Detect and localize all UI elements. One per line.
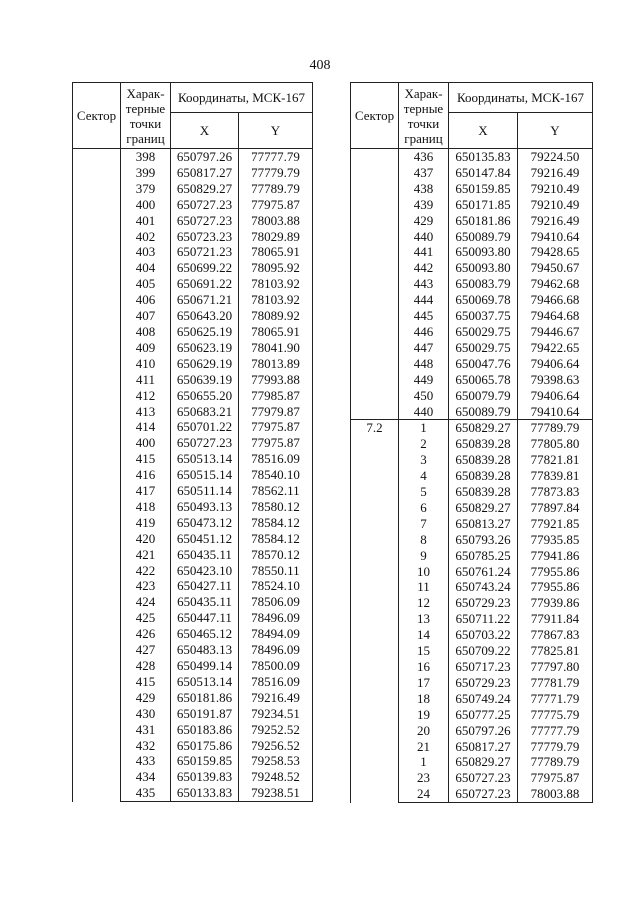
x-cell: 650183.86 (171, 722, 239, 738)
y-cell: 78065.91 (239, 244, 313, 260)
x-cell: 650829.27 (449, 500, 518, 516)
x-cell: 650785.25 (449, 548, 518, 564)
point-cell: 8 (399, 532, 449, 548)
y-cell: 77781.79 (518, 675, 593, 691)
x-cell: 650159.85 (449, 181, 518, 197)
table-row (73, 149, 313, 165)
point-cell: 440 (399, 404, 449, 420)
x-cell: 650089.79 (449, 229, 518, 245)
x-cell: 650829.27 (449, 420, 518, 436)
point-cell: 441 (399, 244, 449, 260)
point-cell: 6 (399, 500, 449, 516)
y-cell: 79210.49 (518, 197, 593, 213)
point-cell: 429 (399, 213, 449, 229)
point-cell: 399 (121, 165, 171, 181)
coordinates-table-right (350, 82, 593, 803)
y-cell: 77825.81 (518, 643, 593, 659)
x-cell: 650171.85 (449, 197, 518, 213)
y-cell: 78540.10 (239, 467, 313, 483)
y-cell: 78550.11 (239, 563, 313, 579)
y-cell: 79216.49 (518, 213, 593, 229)
x-cell: 650191.87 (171, 706, 239, 722)
header-sector: Сектор (73, 83, 121, 149)
y-cell: 78524.10 (239, 578, 313, 594)
y-cell: 78496.09 (239, 642, 313, 658)
y-cell: 77821.81 (518, 452, 593, 468)
header-sector: Сектор (351, 83, 399, 149)
point-cell: 18 (399, 691, 449, 707)
y-cell: 78103.92 (239, 276, 313, 292)
page-number: 408 (309, 58, 331, 73)
point-cell: 379 (121, 181, 171, 197)
point-cell: 12 (399, 595, 449, 611)
y-cell: 77797.80 (518, 659, 593, 675)
point-cell: 20 (399, 723, 449, 739)
point-cell: 423 (121, 578, 171, 594)
point-cell: 17 (399, 675, 449, 691)
point-cell: 403 (121, 244, 171, 260)
point-cell: 432 (121, 738, 171, 754)
point-cell: 411 (121, 372, 171, 388)
y-cell: 79406.64 (518, 388, 593, 404)
y-cell: 77921.85 (518, 516, 593, 532)
point-cell: 422 (121, 563, 171, 579)
y-cell: 79446.67 (518, 324, 593, 340)
y-cell: 77975.87 (239, 435, 313, 451)
x-cell: 650515.14 (171, 467, 239, 483)
x-cell: 650683.21 (171, 404, 239, 420)
x-cell: 650839.28 (449, 484, 518, 500)
x-cell: 650839.28 (449, 436, 518, 452)
y-cell: 79216.49 (239, 690, 313, 706)
x-cell: 650625.19 (171, 324, 239, 340)
x-cell: 650797.26 (171, 149, 239, 165)
point-cell: 410 (121, 356, 171, 372)
point-cell: 434 (121, 769, 171, 785)
x-cell: 650639.19 (171, 372, 239, 388)
point-cell: 405 (121, 276, 171, 292)
x-cell: 650065.78 (449, 372, 518, 388)
y-cell: 78516.09 (239, 674, 313, 690)
y-cell: 78584.12 (239, 531, 313, 547)
point-cell: 398 (121, 149, 171, 165)
point-cell: 1 (399, 754, 449, 770)
x-cell: 650717.23 (449, 659, 518, 675)
point-cell: 14 (399, 627, 449, 643)
point-cell: 429 (121, 690, 171, 706)
x-cell: 650727.23 (171, 213, 239, 229)
x-cell: 650711.22 (449, 611, 518, 627)
x-cell: 650513.14 (171, 674, 239, 690)
y-cell: 77775.79 (518, 707, 593, 723)
x-cell: 650511.14 (171, 483, 239, 499)
point-cell: 426 (121, 626, 171, 642)
x-cell: 650643.20 (171, 308, 239, 324)
point-cell: 407 (121, 308, 171, 324)
y-cell: 79398.63 (518, 372, 593, 388)
x-cell: 650839.28 (449, 468, 518, 484)
header-coordinates: Координаты, МСК-167 (171, 83, 313, 113)
point-cell: 436 (399, 149, 449, 165)
point-cell: 438 (399, 181, 449, 197)
point-cell: 16 (399, 659, 449, 675)
x-cell: 650493.13 (171, 499, 239, 515)
header-y: Y (239, 113, 313, 149)
y-cell: 79428.65 (518, 244, 593, 260)
x-cell: 650139.83 (171, 769, 239, 785)
x-cell: 650069.78 (449, 292, 518, 308)
point-cell: 425 (121, 610, 171, 626)
x-cell: 650047.76 (449, 356, 518, 372)
point-cell: 428 (121, 658, 171, 674)
x-cell: 650465.12 (171, 626, 239, 642)
x-cell: 650727.23 (449, 786, 518, 802)
y-cell: 78580.12 (239, 499, 313, 515)
x-cell: 650701.22 (171, 419, 239, 435)
y-cell: 77975.87 (239, 419, 313, 435)
point-cell: 11 (399, 579, 449, 595)
header-coordinates: Координаты, МСК-167 (449, 83, 593, 113)
x-cell: 650513.14 (171, 451, 239, 467)
y-cell: 77993.88 (239, 372, 313, 388)
y-cell: 77777.79 (239, 149, 313, 165)
y-cell: 79256.52 (239, 738, 313, 754)
y-cell: 77779.79 (518, 739, 593, 755)
y-cell: 78103.92 (239, 292, 313, 308)
point-cell: 413 (121, 404, 171, 420)
table-row (351, 420, 593, 436)
x-cell: 650691.22 (171, 276, 239, 292)
point-cell: 440 (399, 229, 449, 245)
y-cell: 77979.87 (239, 404, 313, 420)
x-cell: 650473.12 (171, 515, 239, 531)
point-cell: 10 (399, 564, 449, 580)
y-cell: 78089.92 (239, 308, 313, 324)
header-points: Харак- терные точки границ (121, 83, 171, 149)
x-cell: 650729.23 (449, 675, 518, 691)
x-cell: 650839.28 (449, 452, 518, 468)
y-cell: 77939.86 (518, 595, 593, 611)
point-cell: 427 (121, 642, 171, 658)
x-cell: 650499.14 (171, 658, 239, 674)
header-x: X (171, 113, 239, 149)
point-cell: 435 (121, 785, 171, 801)
y-cell: 77975.87 (239, 197, 313, 213)
y-cell: 79466.68 (518, 292, 593, 308)
y-cell: 77935.85 (518, 532, 593, 548)
x-cell: 650721.23 (171, 244, 239, 260)
point-cell: 419 (121, 515, 171, 531)
y-cell: 77873.83 (518, 484, 593, 500)
y-cell: 79224.50 (518, 149, 593, 165)
x-cell: 650729.23 (449, 595, 518, 611)
x-cell: 650829.27 (171, 181, 239, 197)
point-cell: 415 (121, 674, 171, 690)
y-cell: 77941.86 (518, 548, 593, 564)
point-cell: 443 (399, 276, 449, 292)
point-cell: 409 (121, 340, 171, 356)
y-cell: 77771.79 (518, 691, 593, 707)
point-cell: 439 (399, 197, 449, 213)
y-cell: 79252.52 (239, 722, 313, 738)
x-cell: 650655.20 (171, 388, 239, 404)
x-cell: 650671.21 (171, 292, 239, 308)
x-cell: 650483.13 (171, 642, 239, 658)
point-cell: 424 (121, 594, 171, 610)
y-cell: 79450.67 (518, 260, 593, 276)
x-cell: 650709.22 (449, 643, 518, 659)
sector-cell (73, 149, 121, 802)
x-cell: 650175.86 (171, 738, 239, 754)
y-cell: 77789.79 (239, 181, 313, 197)
x-cell: 650817.27 (449, 739, 518, 755)
y-cell: 79406.64 (518, 356, 593, 372)
x-cell: 650797.26 (449, 723, 518, 739)
y-cell: 77789.79 (518, 754, 593, 770)
x-cell: 650427.11 (171, 578, 239, 594)
point-cell: 406 (121, 292, 171, 308)
x-cell: 650181.86 (449, 213, 518, 229)
y-cell: 77955.86 (518, 579, 593, 595)
point-cell: 401 (121, 213, 171, 229)
y-cell: 77867.83 (518, 627, 593, 643)
x-cell: 650703.22 (449, 627, 518, 643)
header-y: Y (518, 113, 593, 149)
y-cell: 78584.12 (239, 515, 313, 531)
point-cell: 433 (121, 753, 171, 769)
point-cell: 421 (121, 547, 171, 563)
point-cell: 5 (399, 484, 449, 500)
y-cell: 77911.84 (518, 611, 593, 627)
point-cell: 402 (121, 229, 171, 245)
point-cell: 4 (399, 468, 449, 484)
point-cell: 9 (399, 548, 449, 564)
y-cell: 77839.81 (518, 468, 593, 484)
x-cell: 650133.83 (171, 785, 239, 801)
y-cell: 79234.51 (239, 706, 313, 722)
point-cell: 15 (399, 643, 449, 659)
point-cell: 446 (399, 324, 449, 340)
y-cell: 78562.11 (239, 483, 313, 499)
point-cell: 430 (121, 706, 171, 722)
x-cell: 650435.11 (171, 547, 239, 563)
x-cell: 650623.19 (171, 340, 239, 356)
sector-cell (351, 149, 399, 420)
y-cell: 78003.88 (239, 213, 313, 229)
y-cell: 79216.49 (518, 165, 593, 181)
point-cell: 420 (121, 531, 171, 547)
point-cell: 408 (121, 324, 171, 340)
y-cell: 78506.09 (239, 594, 313, 610)
x-cell: 650793.26 (449, 532, 518, 548)
x-cell: 650029.75 (449, 340, 518, 356)
point-cell: 7 (399, 516, 449, 532)
x-cell: 650761.24 (449, 564, 518, 580)
coordinates-table-left (72, 82, 313, 802)
x-cell: 650777.25 (449, 707, 518, 723)
table-body-left (73, 149, 313, 802)
point-cell: 24 (399, 786, 449, 802)
point-cell: 21 (399, 739, 449, 755)
point-cell: 2 (399, 436, 449, 452)
point-cell: 442 (399, 260, 449, 276)
y-cell: 78500.09 (239, 658, 313, 674)
y-cell: 79464.68 (518, 308, 593, 324)
point-cell: 437 (399, 165, 449, 181)
point-cell: 445 (399, 308, 449, 324)
y-cell: 79462.68 (518, 276, 593, 292)
y-cell: 79210.49 (518, 181, 593, 197)
y-cell: 78095.92 (239, 260, 313, 276)
x-cell: 650727.23 (171, 435, 239, 451)
point-cell: 13 (399, 611, 449, 627)
y-cell: 78496.09 (239, 610, 313, 626)
y-cell: 77955.86 (518, 564, 593, 580)
x-cell: 650727.23 (171, 197, 239, 213)
x-cell: 650083.79 (449, 276, 518, 292)
x-cell: 650423.10 (171, 563, 239, 579)
point-cell: 23 (399, 770, 449, 786)
x-cell: 650079.79 (449, 388, 518, 404)
point-cell: 418 (121, 499, 171, 515)
x-cell: 650629.19 (171, 356, 239, 372)
y-cell: 78494.09 (239, 626, 313, 642)
y-cell: 77789.79 (518, 420, 593, 436)
x-cell: 650089.79 (449, 404, 518, 420)
y-cell: 79238.51 (239, 785, 313, 801)
y-cell: 78041.90 (239, 340, 313, 356)
point-cell: 444 (399, 292, 449, 308)
y-cell: 79258.53 (239, 753, 313, 769)
y-cell: 77975.87 (518, 770, 593, 786)
y-cell: 78003.88 (518, 786, 593, 802)
table-body-right (351, 149, 593, 803)
x-cell: 650159.85 (171, 753, 239, 769)
x-cell: 650447.11 (171, 610, 239, 626)
point-cell: 448 (399, 356, 449, 372)
header-points: Харак- терные точки границ (399, 83, 449, 149)
x-cell: 650829.27 (449, 754, 518, 770)
x-cell: 650749.24 (449, 691, 518, 707)
y-cell: 78570.12 (239, 547, 313, 563)
y-cell: 79248.52 (239, 769, 313, 785)
y-cell: 78065.91 (239, 324, 313, 340)
point-cell: 447 (399, 340, 449, 356)
y-cell: 77805.80 (518, 436, 593, 452)
point-cell: 404 (121, 260, 171, 276)
point-cell: 449 (399, 372, 449, 388)
x-cell: 650135.83 (449, 149, 518, 165)
y-cell: 79410.64 (518, 404, 593, 420)
x-cell: 650093.80 (449, 244, 518, 260)
table-row (351, 149, 593, 165)
x-cell: 650029.75 (449, 324, 518, 340)
y-cell: 79410.64 (518, 229, 593, 245)
y-cell: 78013.89 (239, 356, 313, 372)
point-cell: 414 (121, 419, 171, 435)
y-cell: 77985.87 (239, 388, 313, 404)
x-cell: 650147.84 (449, 165, 518, 181)
x-cell: 650451.12 (171, 531, 239, 547)
y-cell: 77779.79 (239, 165, 313, 181)
point-cell: 412 (121, 388, 171, 404)
point-cell: 400 (121, 435, 171, 451)
x-cell: 650743.24 (449, 579, 518, 595)
x-cell: 650723.23 (171, 229, 239, 245)
y-cell: 78029.89 (239, 229, 313, 245)
point-cell: 415 (121, 451, 171, 467)
x-cell: 650181.86 (171, 690, 239, 706)
point-cell: 450 (399, 388, 449, 404)
point-cell: 19 (399, 707, 449, 723)
header-x: X (449, 113, 518, 149)
x-cell: 650813.27 (449, 516, 518, 532)
y-cell: 79422.65 (518, 340, 593, 356)
x-cell: 650093.80 (449, 260, 518, 276)
point-cell: 417 (121, 483, 171, 499)
x-cell: 650817.27 (171, 165, 239, 181)
point-cell: 400 (121, 197, 171, 213)
y-cell: 78516.09 (239, 451, 313, 467)
x-cell: 650699.22 (171, 260, 239, 276)
y-cell: 77777.79 (518, 723, 593, 739)
point-cell: 1 (399, 420, 449, 436)
sector-cell: 7.2 (351, 420, 399, 803)
x-cell: 650727.23 (449, 770, 518, 786)
x-cell: 650435.11 (171, 594, 239, 610)
point-cell: 431 (121, 722, 171, 738)
point-cell: 3 (399, 452, 449, 468)
x-cell: 650037.75 (449, 308, 518, 324)
y-cell: 77897.84 (518, 500, 593, 516)
point-cell: 416 (121, 467, 171, 483)
